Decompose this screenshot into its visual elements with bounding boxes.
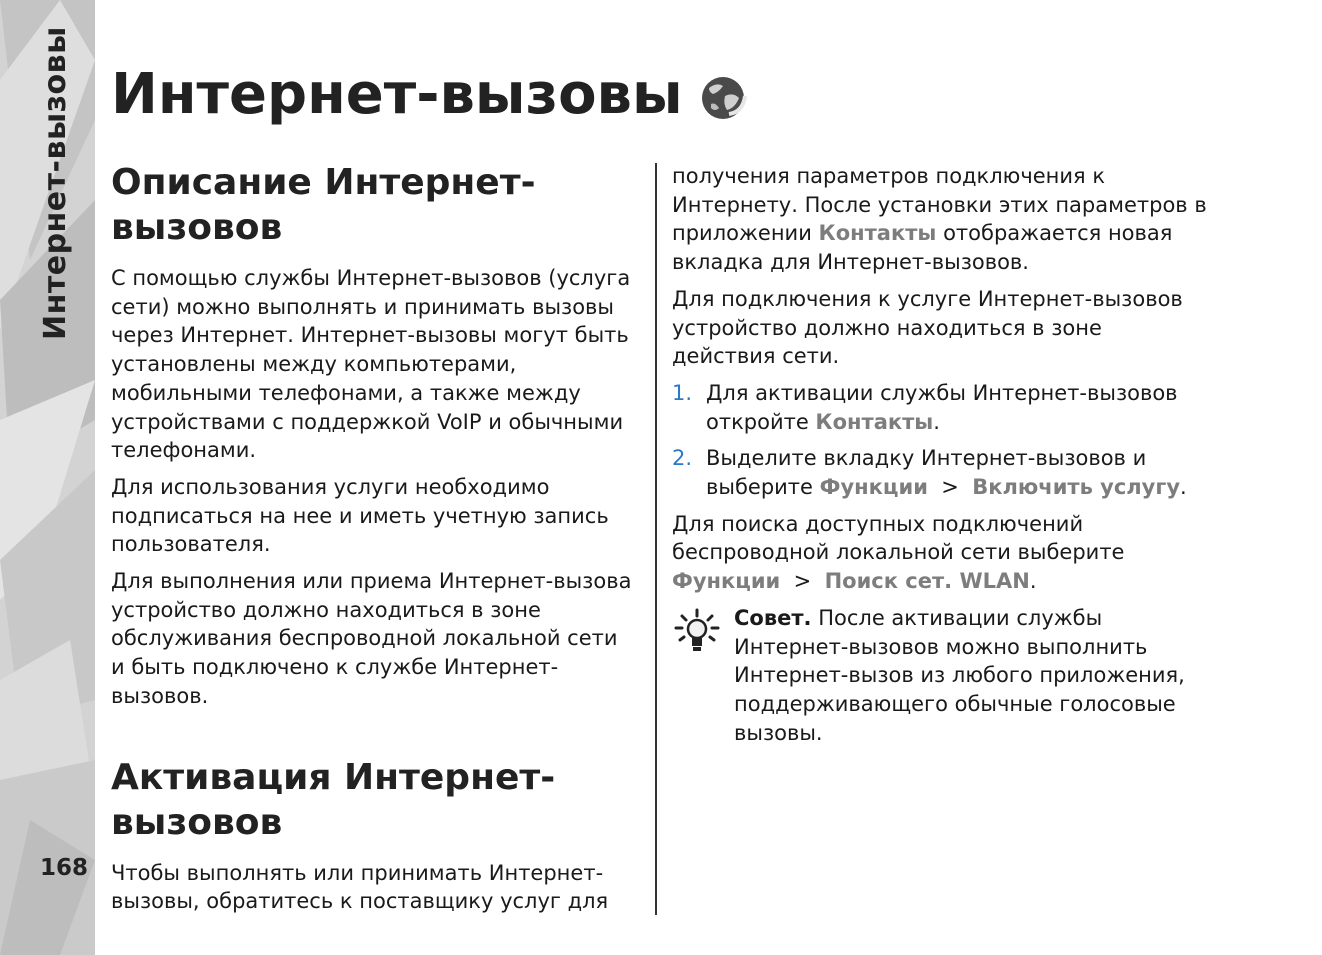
left-column: [111, 160, 636, 924]
menu-ref-functions: Функции: [819, 475, 928, 500]
list-number: 2.: [672, 446, 693, 471]
paragraph: получения параметров подключения к Интернету. После установки этих параметров в приложении Контакты отображается новая вкладка для Интернет-вызовов.: [672, 164, 1207, 275]
page-title: Интернет-вызовы: [111, 62, 683, 127]
menu-ref-enable-service: Включить услугу: [972, 475, 1181, 500]
page-title-row: [111, 62, 747, 127]
paragraph: С помощью службы Интернет-вызовов (услуга сети) можно выполнять и принимать вызовы через Интернет. Интернет-вызовы могут быть установлены между компьютерами, мобильными телефонами, а также между устройствами с поддержкой VoIP и обычными телефонами.: [111, 266, 631, 463]
paragraph: Для выполнения или приема Интернет-вызова устройство должно находиться в зоне обслуживания беспроводной локальной сети и быть подключено к службе Интернет-вызовов.: [111, 569, 632, 708]
list-number: 1.: [672, 380, 693, 405]
menu-ref-functions: Функции: [672, 569, 781, 594]
paragraph: Для поиска доступных подключений беспроводной локальной сети выберите Функции > Поиск сет. WLAN.: [672, 511, 1125, 594]
globe-icon: [699, 71, 747, 119]
tip-box: [672, 604, 1212, 748]
section-heading-description: Описание Интернет-вызовов: [111, 162, 536, 248]
steps-list: [672, 379, 1212, 502]
list-item: 2. Выделите вкладку Интернет-вызовов и выберите Функции > Включить услугу.: [672, 446, 1187, 500]
sidebar-section-title: Интернет-вызовы: [38, 26, 73, 340]
tip-label: Совет.: [734, 605, 812, 630]
menu-ref-contacts: Контакты: [818, 221, 937, 246]
menu-ref-contacts: Контакты: [815, 409, 934, 434]
menu-ref-wlan-search: Поиск сет. WLAN: [824, 569, 1030, 594]
tip-text: Совет. После активации службы Интернет-вызовов можно выполнить Интернет-вызов из любого приложения, поддерживающего обычные голосовые вызовы.: [734, 605, 1185, 745]
paragraph: Чтобы выполнять или принимать Интернет-вызовы, обратитесь к поставщику услуг для: [111, 860, 609, 914]
sidebar: [0, 0, 95, 955]
right-column: [672, 162, 1212, 755]
column-divider: [655, 163, 657, 915]
lightbulb-icon: [674, 608, 720, 654]
page-number: 168: [40, 855, 89, 881]
paragraph: Для использования услуги необходимо подписаться на нее и иметь учетную запись пользователя.: [111, 474, 609, 557]
paragraph: Для подключения к услуге Интернет-вызовов устройство должно находиться в зоне действия сети.: [672, 286, 1183, 369]
section-heading-activation: Активация Интернет-вызовов: [111, 756, 556, 843]
list-item: 1. Для активации службы Интернет-вызовов откройте Контакты.: [672, 380, 1178, 434]
